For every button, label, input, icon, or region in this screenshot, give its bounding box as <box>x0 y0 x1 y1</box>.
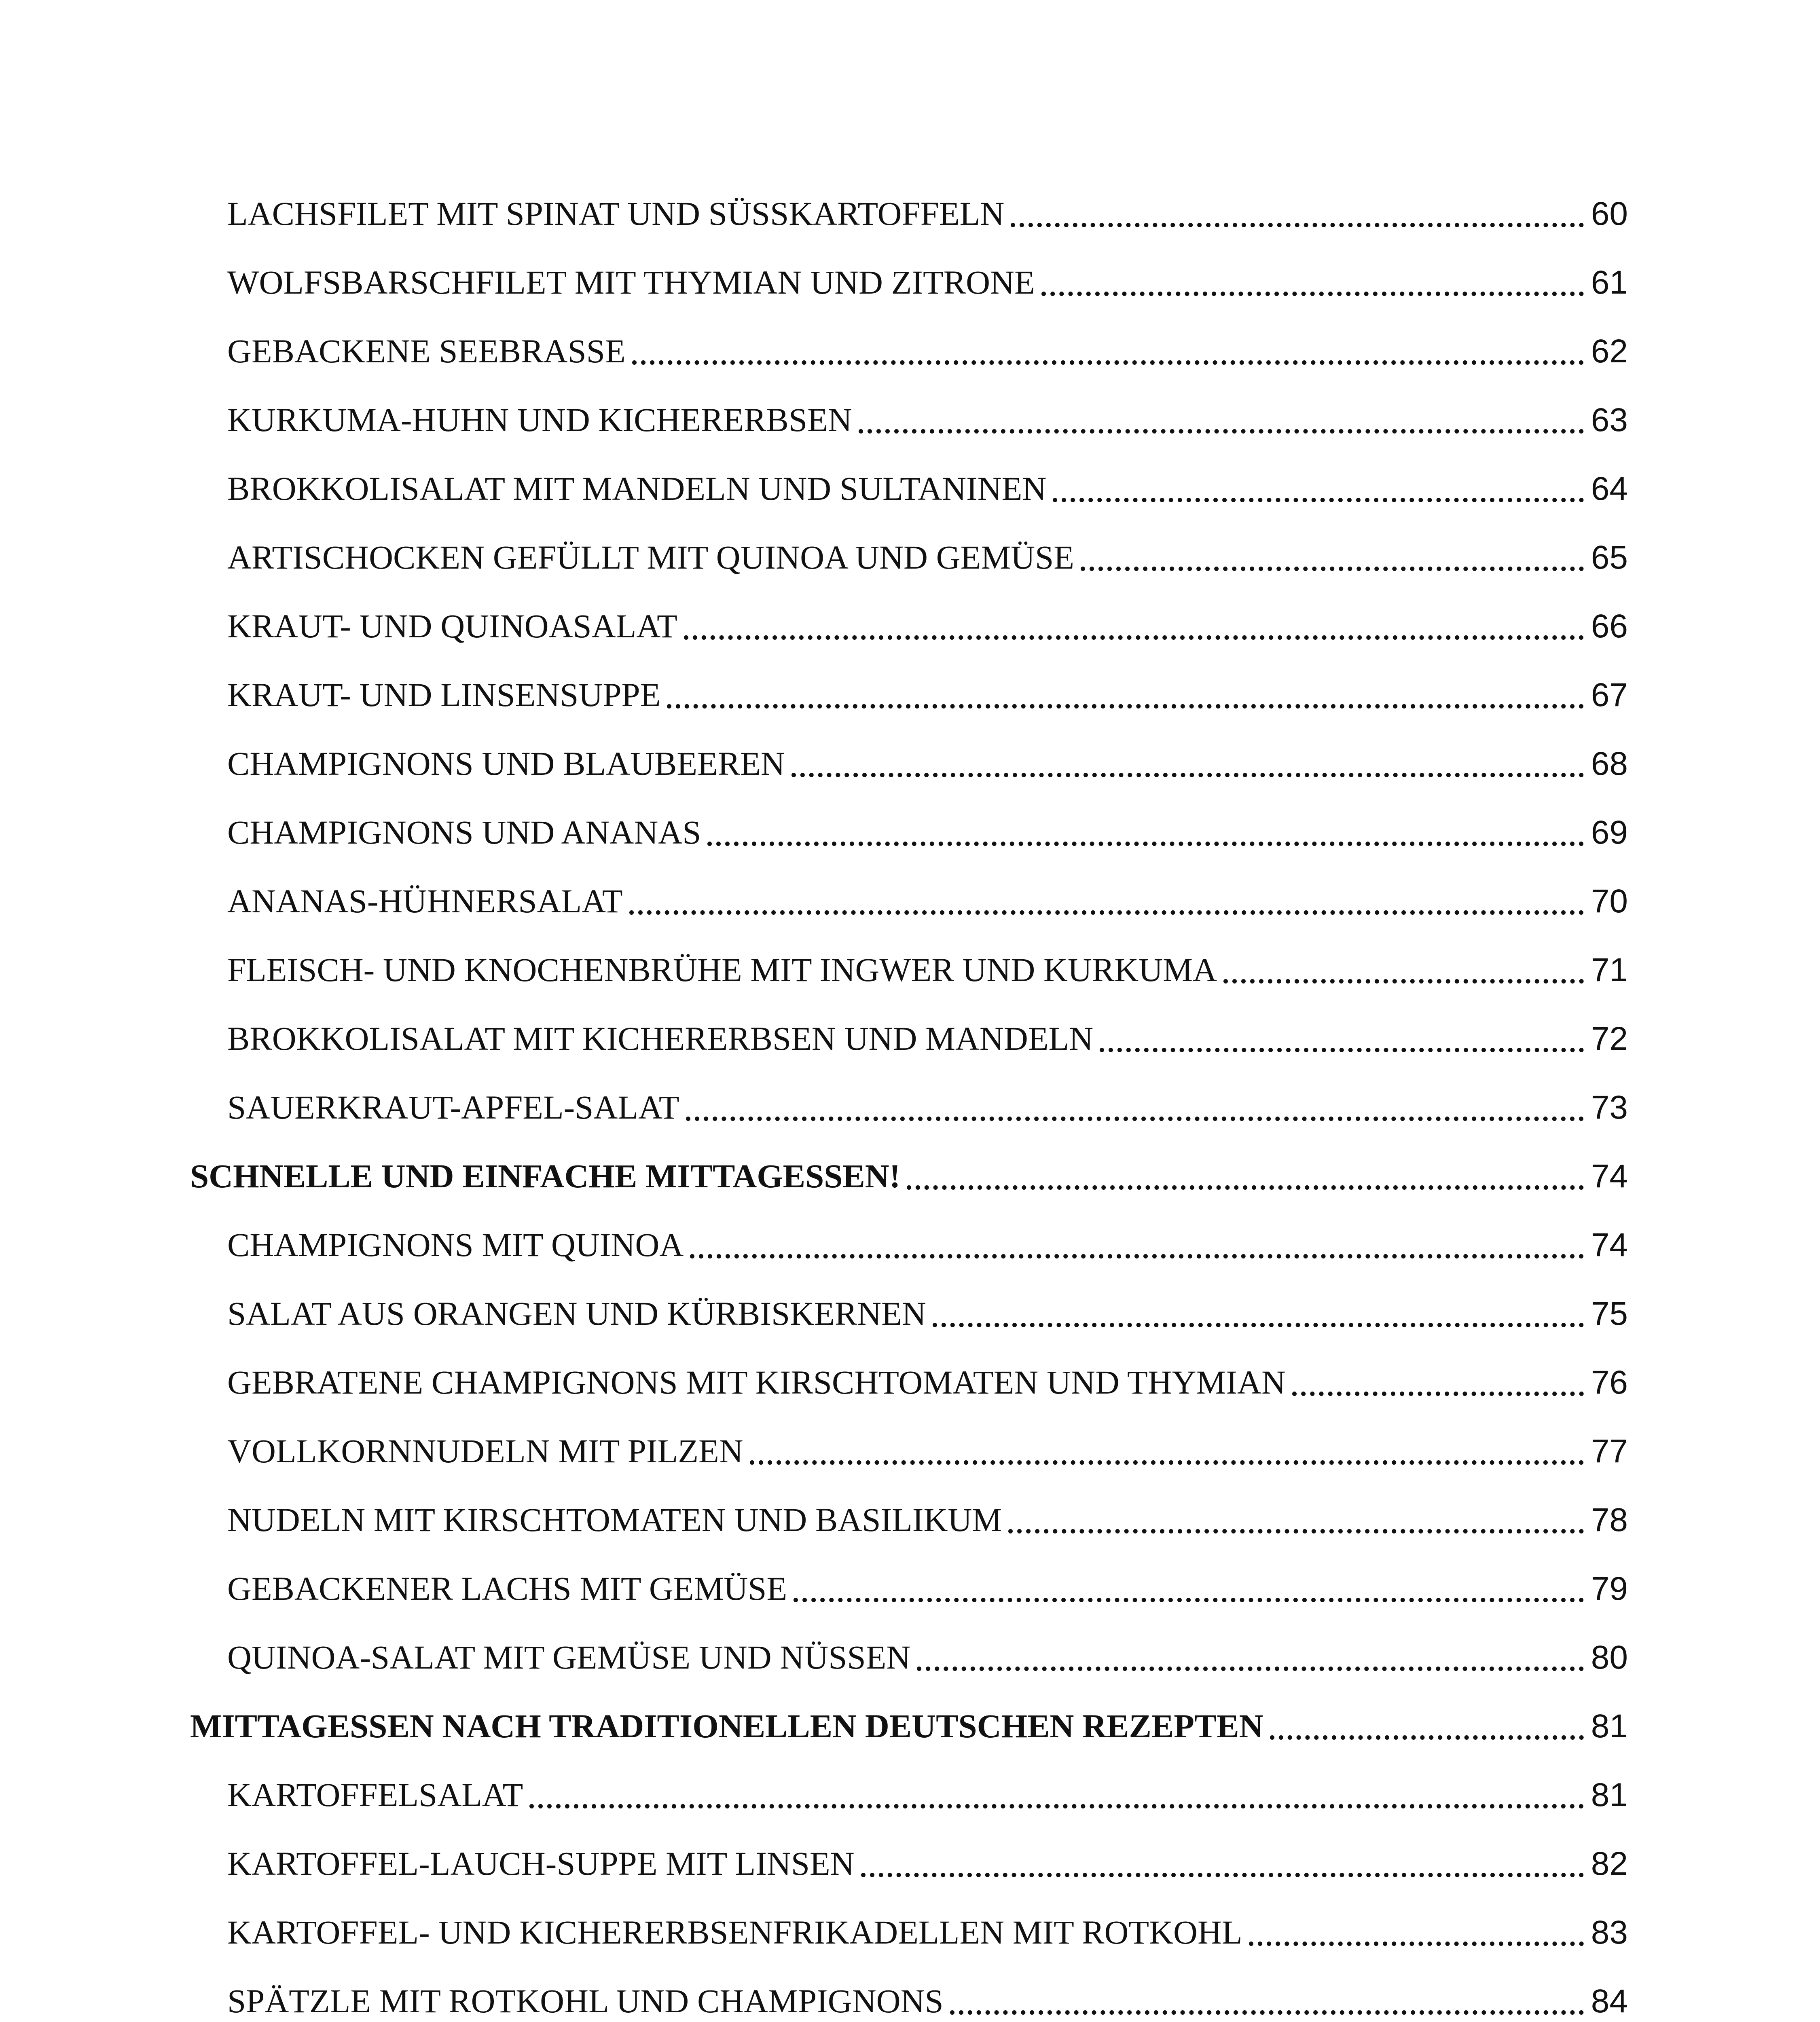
toc-dot-leader <box>1223 979 1584 984</box>
toc-page-number: 64 <box>1591 470 1628 507</box>
toc-entry[interactable] <box>190 1949 1628 2018</box>
toc-entry[interactable] <box>190 506 1628 574</box>
toc-dot-leader <box>684 635 1584 640</box>
toc-dot-leader <box>667 704 1583 709</box>
toc-entry-title: ARTISCHOCKEN GEFÜLLT MIT QUINOA UND GEMÜSE <box>227 539 1074 576</box>
toc-entry-title: SPÄTZLE MIT ROTKOHL UND CHAMPIGNONS <box>227 1982 944 2020</box>
toc-dot-leader <box>1053 498 1583 502</box>
toc-dot-leader <box>1008 1529 1584 1533</box>
toc-entry-title: GEBRATENE CHAMPIGNONS MIT KIRSCHTOMATEN UND THYMIAN <box>227 1364 1286 1401</box>
toc-entry[interactable] <box>190 368 1628 437</box>
toc-entry[interactable] <box>190 1055 1628 1124</box>
toc-entry-title: SALAT AUS ORANGEN UND KÜRBISKERNEN <box>227 1295 926 1332</box>
toc-dot-leader <box>686 1117 1584 1121</box>
toc-page-number: 76 <box>1591 1364 1628 1401</box>
toc-page-number: 73 <box>1591 1089 1628 1126</box>
toc-entry[interactable] <box>190 299 1628 368</box>
toc-page-number: 61 <box>1591 264 1628 301</box>
toc-entry[interactable] <box>190 1330 1628 1399</box>
toc-page-number: 65 <box>1591 539 1628 576</box>
toc-dot-leader <box>690 1254 1584 1258</box>
toc-entry-title: GEBACKENER LACHS MIT GEMÜSE <box>227 1570 787 1607</box>
toc-entry-title: CHAMPIGNONS MIT QUINOA <box>227 1226 684 1263</box>
toc-page-number: 60 <box>1591 195 1628 232</box>
toc-entry[interactable] <box>190 574 1628 643</box>
toc-entry[interactable] <box>190 231 1628 299</box>
toc-entry[interactable] <box>190 1605 1628 1674</box>
toc-page-number: 67 <box>1591 677 1628 713</box>
toc-page-number: 83 <box>1591 1914 1628 1951</box>
toc-dot-leader <box>907 1185 1583 1190</box>
toc-dot-leader <box>950 2010 1584 2015</box>
toc-entry[interactable] <box>190 849 1628 918</box>
toc-dot-leader <box>1100 1048 1584 1052</box>
toc-chapter-title: MITTAGESSEN NACH TRADITIONELLEN DEUTSCHEN REZEPTEN <box>190 1707 1263 1745</box>
toc-entry-title: CHAMPIGNONS UND ANANAS <box>227 814 701 851</box>
toc-dot-leader <box>1249 1942 1584 1946</box>
toc-entry-title: CHAMPIGNONS UND BLAUBEEREN <box>227 745 785 782</box>
toc-page-number: 77 <box>1591 1433 1628 1470</box>
toc-page-number: 84 <box>1591 1983 1628 2020</box>
toc-dot-leader <box>632 360 1584 365</box>
toc-entry-title: KRAUT- UND LINSENSUPPE <box>227 676 661 713</box>
toc-entry[interactable] <box>190 437 1628 506</box>
toc-page-number: 81 <box>1591 1708 1628 1745</box>
toc-entry-title: BROKKOLISALAT MIT MANDELN UND SULTANINEN <box>227 470 1047 507</box>
toc-page-number: 62 <box>1591 333 1628 370</box>
toc-entry-title: KURKUMA-HUHN UND KICHERERBSEN <box>227 401 852 438</box>
toc-dot-leader <box>1081 567 1584 571</box>
toc-entry[interactable] <box>190 1399 1628 1468</box>
toc-dot-leader <box>1292 1392 1584 1396</box>
toc-entry-title: QUINOA-SALAT MIT GEMÜSE UND NÜSSEN <box>227 1639 911 1676</box>
toc-entry-title: BROKKOLISALAT MIT KICHERERBSEN UND MANDELN <box>227 1020 1094 1057</box>
toc-entry-title: KARTOFFEL- UND KICHERERBSENFRIKADELLEN MIT ROTKOHL <box>227 1914 1242 1951</box>
toc-entry[interactable] <box>190 1743 1628 1812</box>
toc-page-number: 74 <box>1591 1227 1628 1263</box>
toc-page-number: 81 <box>1591 1777 1628 1813</box>
toc-dot-leader <box>750 1460 1584 1465</box>
toc-dot-leader <box>791 773 1584 777</box>
toc-dot-leader <box>917 1667 1584 1671</box>
toc-entry[interactable] <box>190 918 1628 987</box>
toc-dot-leader <box>629 910 1584 915</box>
toc-entry-title: KRAUT- UND QUINOASALAT <box>227 607 677 645</box>
toc-entry-title: FLEISCH- UND KNOCHENBRÜHE MIT INGWER UND KURKUMA <box>227 951 1217 988</box>
toc-entry-title: LACHSFILET MIT SPINAT UND SÜSSKARTOFFELN <box>227 195 1005 232</box>
toc-entry[interactable] <box>190 1468 1628 1537</box>
toc-page-number: 82 <box>1591 1845 1628 1882</box>
toc-entry[interactable] <box>190 162 1628 231</box>
toc-dot-leader <box>859 429 1584 434</box>
toc-dot-leader <box>794 1598 1584 1602</box>
toc-chapter-entry[interactable] <box>190 1124 1628 1193</box>
toc-page-number: 80 <box>1591 1639 1628 1676</box>
toc-dot-leader <box>1011 223 1584 227</box>
toc-entry[interactable] <box>190 1880 1628 1949</box>
toc-entry[interactable] <box>190 780 1628 849</box>
toc-entry-title: NUDELN MIT KIRSCHTOMATEN UND BASILIKUM <box>227 1501 1002 1538</box>
toc-entry-title: KARTOFFEL-LAUCH-SUPPE MIT LINSEN <box>227 1845 855 1882</box>
toc-page-number: 63 <box>1591 402 1628 438</box>
toc-dot-leader <box>933 1323 1584 1327</box>
toc-page-number: 75 <box>1591 1295 1628 1332</box>
toc-page-number: 78 <box>1591 1502 1628 1538</box>
toc-entry-title: KARTOFFELSALAT <box>227 1776 523 1813</box>
toc-entry[interactable] <box>190 712 1628 780</box>
toc-dot-leader <box>1270 1735 1584 1740</box>
toc-entry[interactable] <box>190 987 1628 1055</box>
toc-entry-title: VOLLKORNNUDELN MIT PILZEN <box>227 1432 743 1470</box>
toc-page-number: 79 <box>1591 1570 1628 1607</box>
toc-dot-leader <box>529 1804 1583 1808</box>
toc-entry[interactable] <box>190 1262 1628 1330</box>
toc-entry-title: SAUERKRAUT-APFEL-SALAT <box>227 1089 679 1126</box>
toc-chapter-title: SCHNELLE UND EINFACHE MITTAGESSEN! <box>190 1157 901 1195</box>
toc-dot-leader <box>1041 292 1584 296</box>
toc-entry-title: ANANAS-HÜHNERSALAT <box>227 882 623 920</box>
toc-page-number: 72 <box>1591 1020 1628 1057</box>
toc-page-number: 68 <box>1591 745 1628 782</box>
toc-entry-title: WOLFSBARSCHFILET MIT THYMIAN UND ZITRONE <box>227 264 1035 301</box>
toc-entry[interactable] <box>190 1812 1628 1880</box>
toc-dot-leader <box>707 842 1583 846</box>
toc-entry-title: GEBACKENE SEEBRASSE <box>227 332 626 370</box>
toc-dot-leader <box>861 1873 1584 1877</box>
toc-chapter-entry[interactable] <box>190 1674 1628 1743</box>
toc-page-number: 74 <box>1591 1158 1628 1195</box>
toc-entry[interactable] <box>190 1193 1628 1262</box>
toc-entry[interactable] <box>190 643 1628 712</box>
toc-page-number: 71 <box>1591 952 1628 988</box>
toc-entry[interactable] <box>190 1537 1628 1605</box>
toc-page-number: 70 <box>1591 883 1628 920</box>
toc-page-number: 69 <box>1591 814 1628 851</box>
toc-page-number: 66 <box>1591 608 1628 645</box>
